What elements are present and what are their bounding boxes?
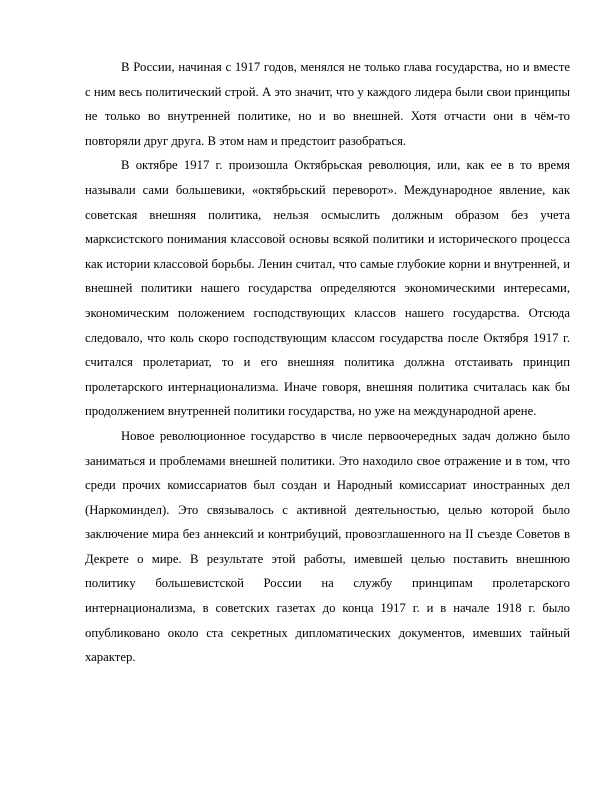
paragraph-narkomindel: Новое революционное государство в числе первоочередных задач должно было заниматься и проблемами внешней политики. Это находило свое отражение и в том, что среди прочих комиссариатов был создан и Народный комиссариат иностранных дел (Наркоминдел). Это связывалось с активной деятельностью, целью которой было заключение мира без аннексий и контрибуций, провозглашенного на II съезде Советов в Декрете о мире. В результате этой работы, имевшей целью поставить внешнюю политику большевистской России на службу принципам пролетарского интернационализма, в советских газетах до конца 1917 г. и в начале 1918 г. было опубликовано около ста секретных дипломатических документов, имевших тайный характер. [85,428,570,665]
paragraph-intro: В России, начиная с 1917 годов, менялся не только глава государства, но и вместе с ним весь политический строй. А это значит, что у каждого лидера были свои принципы не только во внутренней политике, но и во внешней. Хотя отчасти они в чём-то повторяли друг друга. В этом нам и предстоит разобраться. [85,60,570,148]
body-text [85,55,570,670]
paragraph-october-revolution: В октябре 1917 г. произошла Октябрьская революция, или, как ее в то время называли сами большевики, «октябрьский переворот». Международное явление, как советская внешняя политика, нельзя осмыслить должным образом без учета марксистского понимания классовой основы всякой политики и исторического процесса как истории классовой борьбы. Ленин считал, что самые глубокие корни и внутренней, и внешней политики нашего государства определяются экономическими интересами, экономическим положением господствующих классов нашего государства. Отсюда следовало, что коль скоро господствующим классом государства после Октября 1917 г. считался пролетариат, то и его внешняя политика должна отстаивать принцип пролетарского интернационализма. Иначе говоря, внешняя политика считалась как бы продолжением внутренней политики государства, но уже на международной арене. [85,158,570,419]
